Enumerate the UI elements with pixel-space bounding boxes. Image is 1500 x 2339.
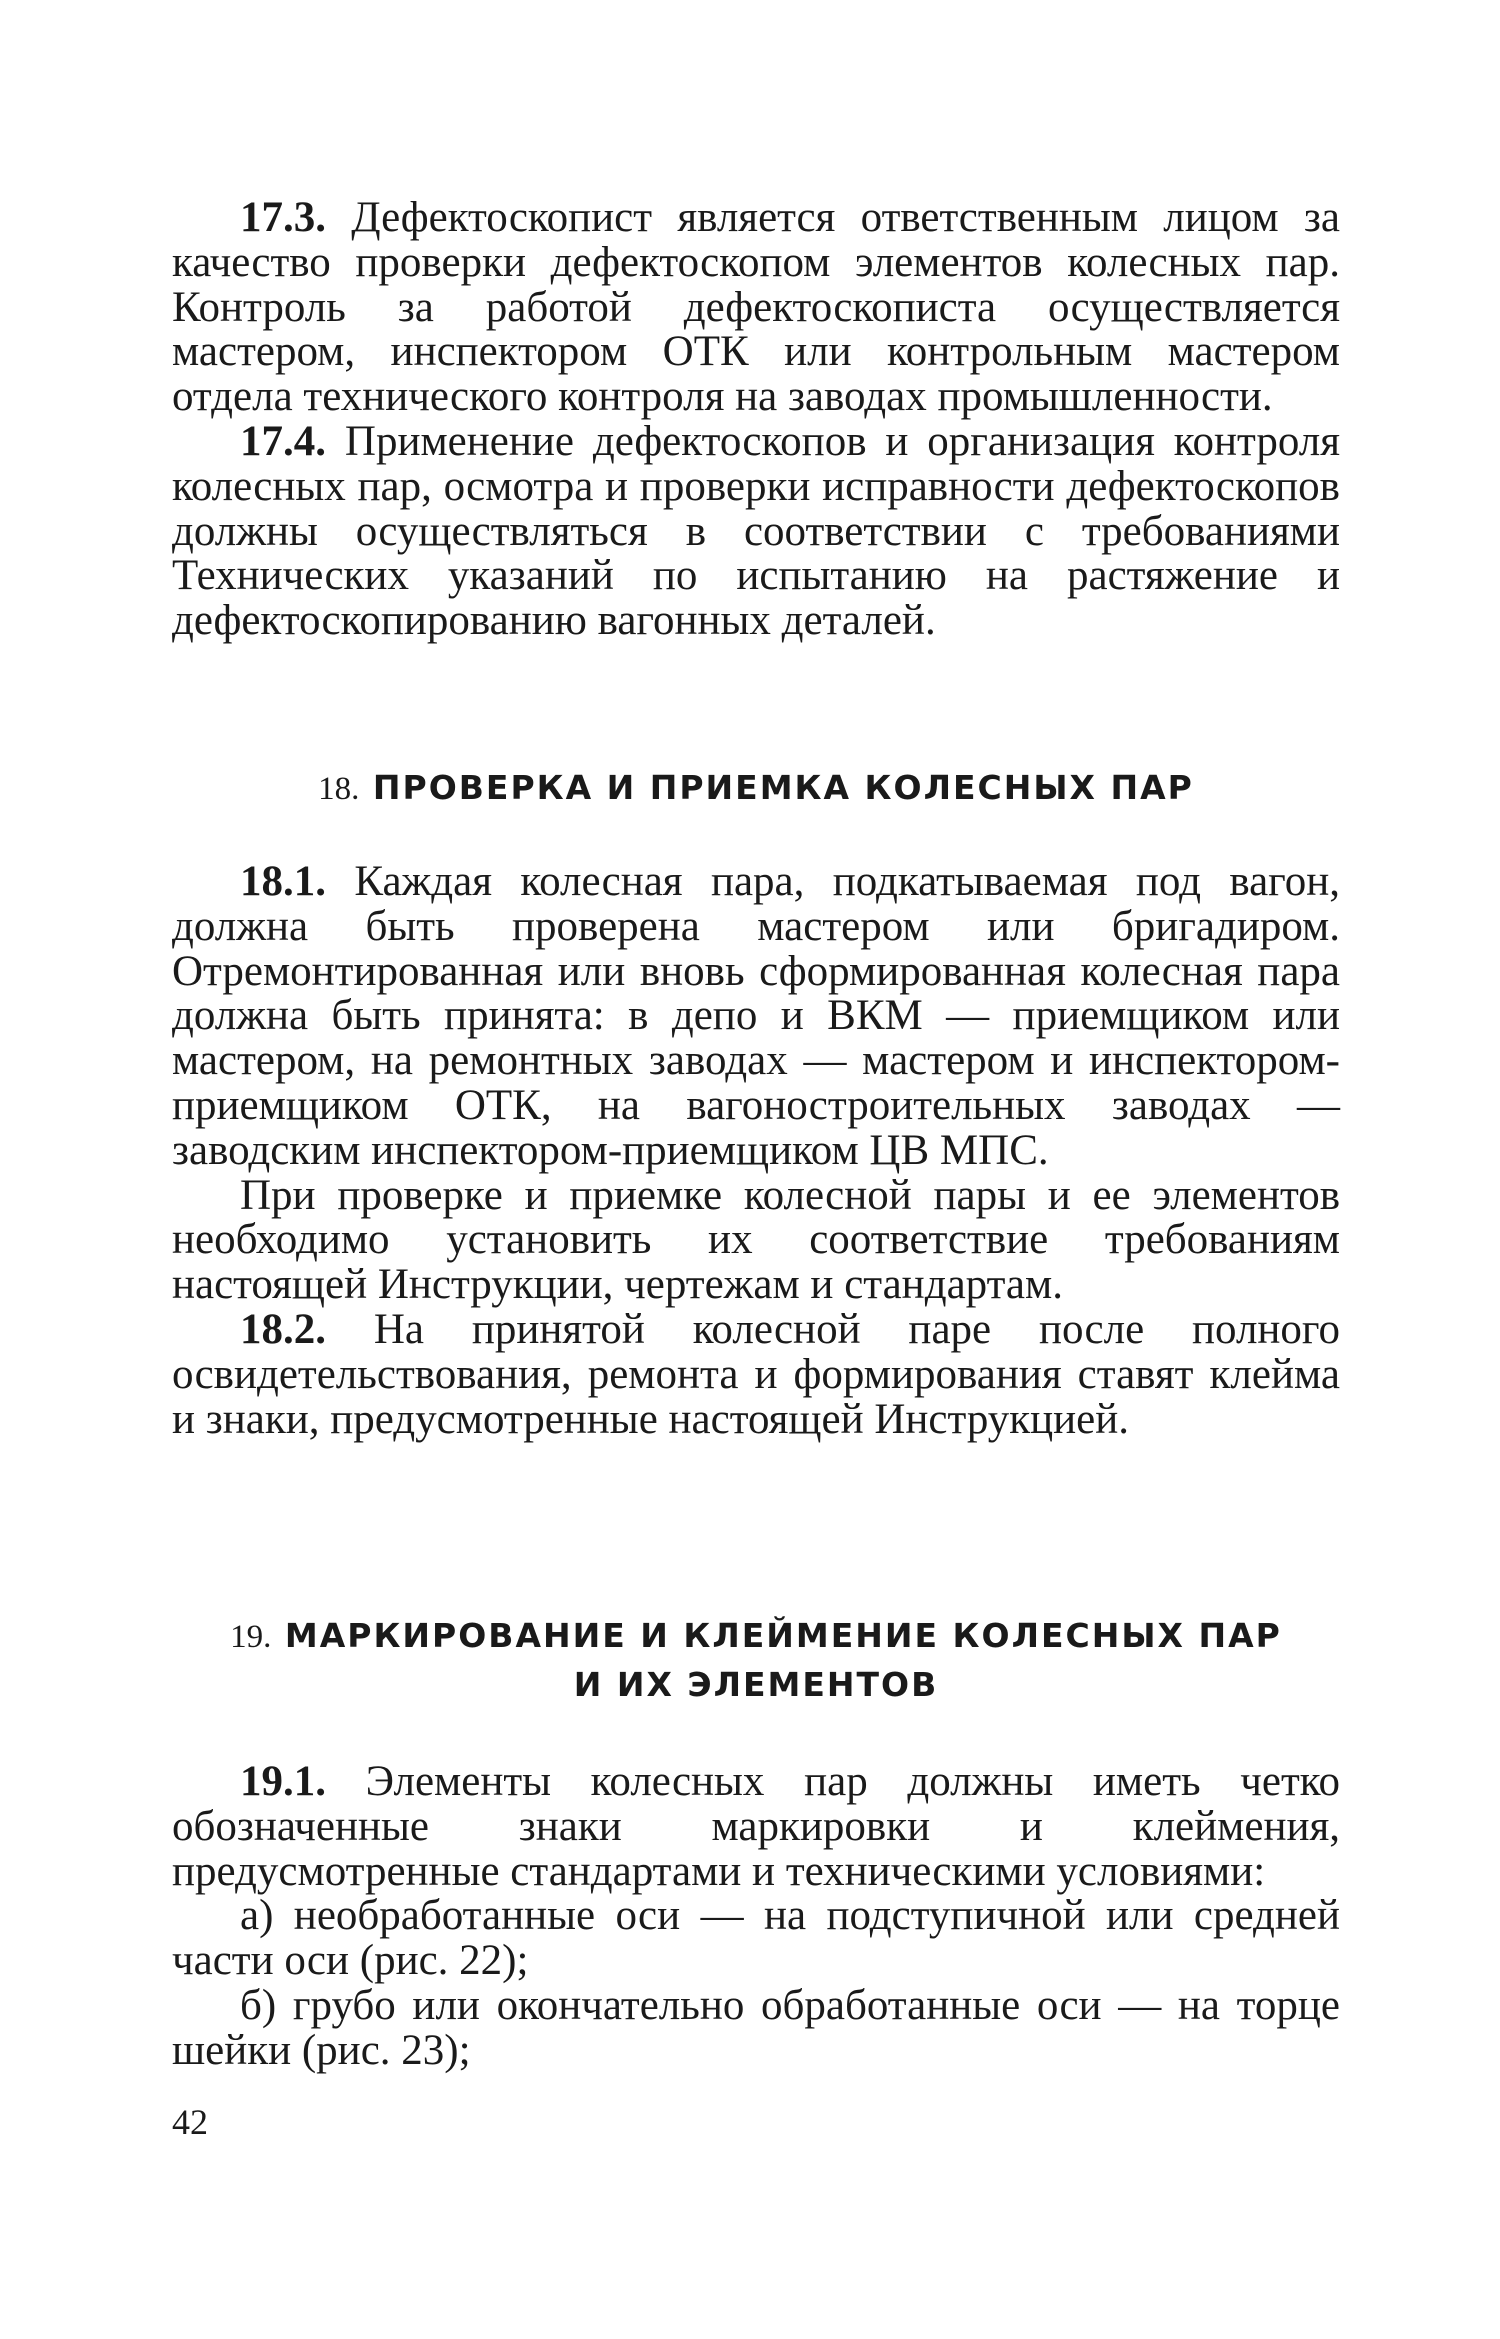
section-19-body <box>172 1760 1340 2074</box>
paragraph-19-1 <box>172 1760 1340 1894</box>
paragraph-text: На принятой колесной паре после полного освидетельствования, ремонта и формирования ставят клейма и знаки, предусмотренные настоящей Инструкцией. <box>172 1305 1340 1443</box>
list-item-text: а) необработанные оси — на подступичной или средней части оси (рис. 22); <box>172 1892 1340 1985</box>
paragraph-18-1-continued <box>172 1171 1340 1309</box>
paragraph-text: Дефектоскопист является ответственным лицом за качество проверки дефектоскопом элементов колесных пар. Контроль за работой дефектоскописта осуществляется мастером, инспектором ОТК или контрольным мастером отдела технического контроля на заводах промышленности. <box>172 194 1340 421</box>
section-title-line-2: И ИХ ЭЛЕМЕНТОВ <box>573 1665 939 1704</box>
section-title-line-1 <box>172 1612 1340 1661</box>
list-item-a <box>172 1894 1340 1984</box>
paragraph-text: При проверке и приемке колесной пары и ее элементов необходимо установить их соответствие требованиям настоящей Инструкции, чертежам и стандартам. <box>172 1171 1340 1309</box>
section-heading-18 <box>172 764 1340 813</box>
section-number: 19. <box>230 1619 272 1655</box>
paragraph-number: 17.4. <box>240 417 326 465</box>
paragraph-number: 17.3. <box>240 194 326 241</box>
section-17-continuation <box>172 196 1340 644</box>
paragraph-17-4 <box>172 417 1340 645</box>
page-number: 42 <box>172 2102 208 2142</box>
section-title: МАРКИРОВАНИЕ И КЛЕЙМЕНИЕ КОЛЕСНЫХ ПАР <box>271 1616 1282 1655</box>
paragraph-18-1 <box>172 860 1340 1174</box>
section-number: 18. <box>318 771 360 807</box>
section-18-body <box>172 860 1340 1442</box>
list-item-text: б) грубо или окончательно обработанные оси — на торце шейки (рис. 23); <box>172 1981 1340 2074</box>
paragraph-number: 18.1. <box>240 858 326 905</box>
paragraph-text: Каждая колесная пара, подкатываемая под вагон, должна быть проверена мастером или бригадиром. Отремонтированная или вновь сформированная колесная пара должна быть принята: в депо и ВКМ — приемщиком или мастером, на ремонтных заводах — мастером и инспектором-приемщиком ОТК, на вагоностроительных заводах — заводским инспектором-приемщиком ЦВ МПС. <box>172 858 1340 1174</box>
paragraph-18-2 <box>172 1305 1340 1443</box>
paragraph-17-3 <box>172 196 1340 420</box>
list-item-b <box>172 1981 1340 2074</box>
section-heading-19 <box>172 1612 1340 1709</box>
paragraph-number: 18.2. <box>240 1305 326 1353</box>
paragraph-number: 19.1. <box>240 1758 326 1805</box>
section-title: ПРОВЕРКА И ПРИЕМКА КОЛЕСНЫХ ПАР <box>359 768 1194 807</box>
paragraph-text: Применение дефектоскопов и организация контроля колесных пар, осмотра и проверки исправности дефектоскопов должны осуществляться в соответствии с требованиями Технических указаний по испытанию на растяжение и дефектоскопированию вагонных деталей. <box>172 417 1340 645</box>
paragraph-text: Элементы колесных пар должны иметь четко обозначенные знаки маркировки и клеймения, предусмотренные стандартами и техническими условиями: <box>172 1758 1340 1895</box>
